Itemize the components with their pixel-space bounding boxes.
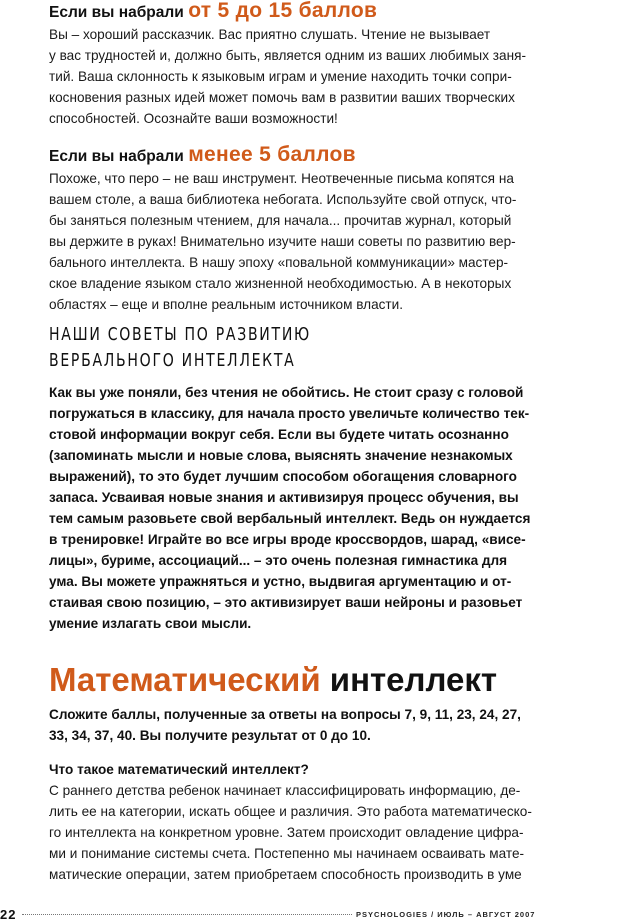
paragraph-line: ское владение языком стало жизненной необходимостью. А в некоторых	[49, 276, 512, 291]
section-heading	[49, 144, 554, 168]
math-intro-line: 33, 34, 37, 40. Вы получите результат от 0 до 10.	[49, 728, 371, 743]
math-section	[49, 660, 554, 885]
paragraph-line: бы заняться полезным чтением, для начала... прочитав журнал, который	[49, 213, 512, 228]
advice-line: умение излагать свои мысли.	[49, 616, 252, 631]
score-section-5-15	[49, 0, 554, 129]
math-title	[49, 660, 554, 700]
advice-line: ума. Вы можете упражняться и устно, выдвигая аргументацию и от-	[49, 574, 512, 589]
paragraph-line: косновения разных идей может помочь вам в развитии ваших творческих	[49, 90, 515, 105]
advice-line: стовой информации вокруг себя. Если вы будете читать осознанно	[49, 427, 509, 442]
footer-divider	[22, 914, 352, 915]
score-section-under-5	[49, 144, 554, 315]
paragraph-line: у вас трудностей и, должно быть, является одним из ваших любимых заня-	[49, 48, 526, 63]
math-intro-line: Сложите баллы, полученные за ответы на вопросы 7, 9, 11, 23, 24, 27,	[49, 707, 521, 722]
paragraph-line: лить ее на категории, искать общее и различия. Это работа математическо-	[49, 804, 532, 819]
math-title-accent: Математический	[49, 661, 321, 698]
advice-line: (запоминать мысли и новые слова, выяснять значение незнакомых	[49, 448, 513, 463]
advice-title-line: ВЕРБАЛЬНОГО ИНТЕЛЛЕКТА	[49, 350, 296, 371]
paragraph-line: областях – еще и вполне реальным источником власти.	[49, 297, 404, 312]
paragraph-line: вы держите в руках! Внимательно изучите наши советы по развитию вер-	[49, 234, 516, 249]
paragraph-line: бального интеллекта. В нашу эпоху «повальной коммуникации» мастер-	[49, 255, 509, 270]
paragraph-line: Вы – хороший рассказчик. Вас приятно слушать. Чтение не вызывает	[49, 27, 491, 42]
advice-line: в тренировке! Играйте во все игры вроде кроссвордов, шарад, «висе-	[49, 532, 526, 547]
advice-line: тем самым разовьете свой вербальный интеллект. Ведь он нуждается	[49, 511, 531, 526]
heading-accent: от 5 до 15 баллов	[188, 0, 378, 22]
page-footer	[0, 902, 620, 924]
heading-accent: менее 5 баллов	[188, 143, 356, 166]
math-subheading: Что такое математический интеллект?	[49, 762, 309, 777]
math-title-rest: интеллект	[329, 661, 498, 698]
magazine-issue: PSYCHOLOGIES / ИЮЛЬ – АВГУСТ 2007	[356, 910, 536, 919]
advice-line: погружаться в классику, для начала просто увеличьте количество тек-	[49, 406, 530, 421]
advice-line: стаивая свою позицию, – это активизирует ваши нейроны и разовьет	[49, 595, 523, 610]
advice-line: лицы», буриме, ассоциаций... – это очень полезная гимнастика для	[49, 553, 508, 568]
advice-line: выражений), то это будет лучшим способом обогащения словарного	[49, 469, 517, 484]
heading-label: Если вы набрали	[49, 148, 184, 165]
paragraph-line: ми и понимание системы счета. Постепенно мы начинаем осваивать мате-	[49, 846, 525, 861]
heading-label: Если вы набрали	[49, 4, 184, 21]
paragraph-line: матические операции, затем приобретаем способность производить в уме	[49, 867, 522, 882]
paragraph-line: тий. Ваша склонность к языковым играм и умение находить точки сопри-	[49, 69, 512, 84]
page-number: 22	[0, 907, 17, 922]
paragraph-line: способностей. Осознайте ваши возможности!	[49, 111, 338, 126]
advice-title-line: НАШИ СОВЕТЫ ПО РАЗВИТИЮ	[49, 324, 311, 345]
paragraph-line: С раннего детства ребенок начинает классифицировать информацию, де-	[49, 783, 521, 798]
advice-line: Как вы уже поняли, без чтения не обойтись. Не стоит сразу с головой	[49, 385, 524, 400]
advice-line: запаса. Усваивая новые знания и активизируя процесс обучения, вы	[49, 490, 519, 505]
paragraph-line: Похоже, что перо – не ваш инструмент. Неотвеченные письма копятся на	[49, 171, 514, 186]
paragraph-line: го интеллекта на конкретном уровне. Затем происходит овладение цифра-	[49, 825, 524, 840]
paragraph-line: вашем столе, а ваша библиотека небогата. Используйте свой отпуск, что-	[49, 192, 517, 207]
section-heading	[49, 0, 554, 24]
advice-section	[49, 322, 554, 634]
